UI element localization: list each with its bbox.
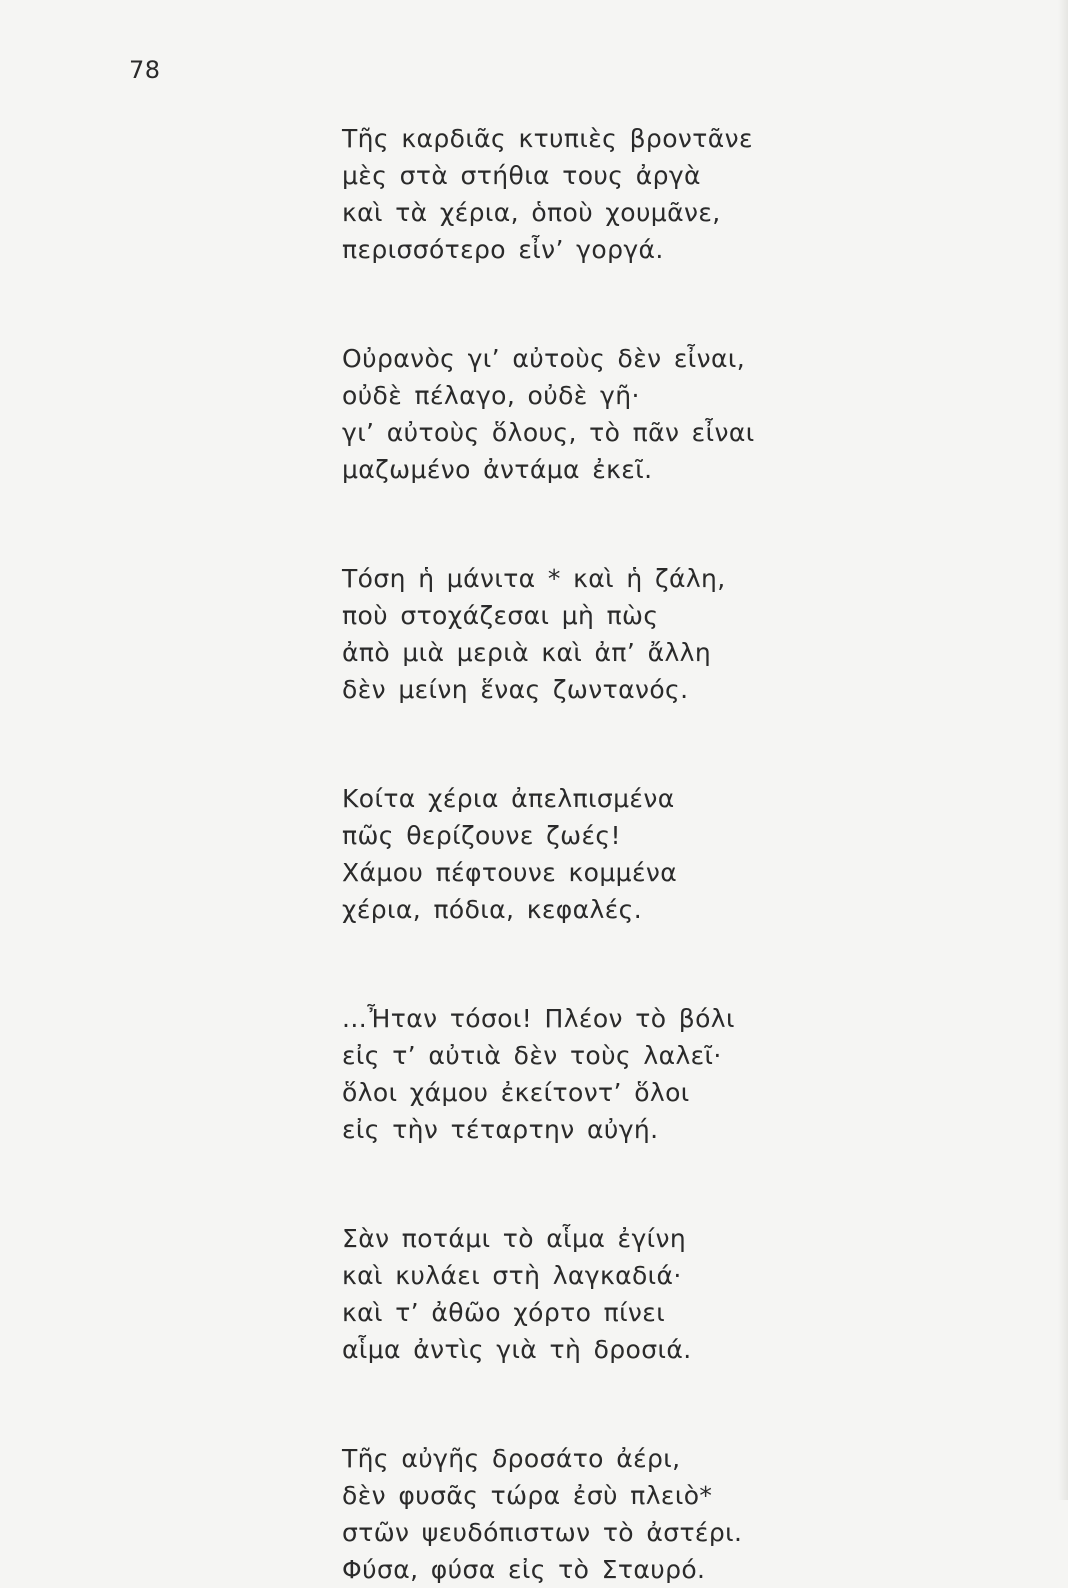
poem-line: οὐδὲ πέλαγο, οὐδὲ γῆ· (342, 381, 640, 410)
poem-line: Οὐρανὸς γι’ αὐτοὺς δὲν εἶναι, (342, 344, 746, 373)
poem-line: εἰς τ’ αὐτιὰ δὲν τοὺς λαλεῖ· (342, 1041, 722, 1070)
page-number: 78 (129, 56, 161, 84)
poem-line: περισσότερο εἶν’ γοργά. (342, 235, 664, 264)
poem-line: Φύσα, φύσα εἰς τὸ Σταυρό. (342, 1555, 706, 1584)
poem-line: καὶ τὰ χέρια, ὁποὺ χουμᾶνε, (342, 198, 721, 227)
poem-line: Κοίτα χέρια ἀπελπισμένα (342, 784, 675, 813)
poem-line: Σὰν ποτάμι τὸ αἷμα ἐγίνη (342, 1224, 687, 1253)
poem-line: Τῆς αὐγῆς δροσάτο ἀέρι, (342, 1444, 681, 1473)
poem-line: δὲν μείνη ἕνας ζωντανός. (342, 675, 689, 704)
poem-line: χέρια, πόδια, κεφαλές. (342, 895, 643, 924)
stanza-5 (342, 1000, 1042, 1148)
stanza-4 (342, 780, 1042, 928)
poem-line: ...Ἦταν τόσοι! Πλέον τὸ βόλι (342, 1004, 735, 1033)
poem-line: εἰς τὴν τέταρτην αὐγή. (342, 1115, 659, 1144)
poem-line: δὲν φυσᾶς τώρα ἐσὺ πλειὸ* (342, 1481, 713, 1510)
stanza-6 (342, 1220, 1042, 1368)
poem-line: στῶν ψευδόπιστων τὸ ἀστέρι. (342, 1518, 743, 1547)
stanza-1 (342, 120, 1042, 268)
poem-line: γι’ αὐτοὺς ὅλους, τὸ πᾶν εἶναι (342, 418, 755, 447)
poem-line: ἀπὸ μιὰ μεριὰ καὶ ἀπ’ ἄλλη (342, 638, 712, 667)
poem-line: ὅλοι χάμου ἐκείτοντ’ ὅλοι (342, 1078, 690, 1107)
stanza-3 (342, 560, 1042, 708)
poem-line: μὲς στὰ στήθια τους ἀργὰ (342, 161, 701, 190)
poem-line: Τόση ἡ μάνιτα * καὶ ἡ ζάλη, (342, 564, 726, 593)
stanza-2 (342, 340, 1042, 488)
poem (342, 120, 1042, 1588)
poem-line: Χάμου πέφτουνε κομμένα (342, 858, 678, 887)
stanza-7 (342, 1440, 1042, 1588)
poem-line: καὶ κυλάει στὴ λαγκαδιά· (342, 1261, 682, 1290)
poem-line: πῶς θερίζουνε ζωές! (342, 821, 621, 850)
poem-line: μαζωμένο ἀντάμα ἐκεῖ. (342, 455, 653, 484)
page-edge (1058, 0, 1068, 1500)
poem-line: ποὺ στοχάζεσαι μὴ πὼς (342, 601, 659, 630)
poem-line: Τῆς καρδιᾶς κτυπιὲς βροντᾶνε (342, 124, 753, 153)
poem-line: αἷμα ἀντὶς γιὰ τὴ δροσιά. (342, 1335, 692, 1364)
poem-line: καὶ τ’ ἀθῶο χόρτο πίνει (342, 1298, 666, 1327)
